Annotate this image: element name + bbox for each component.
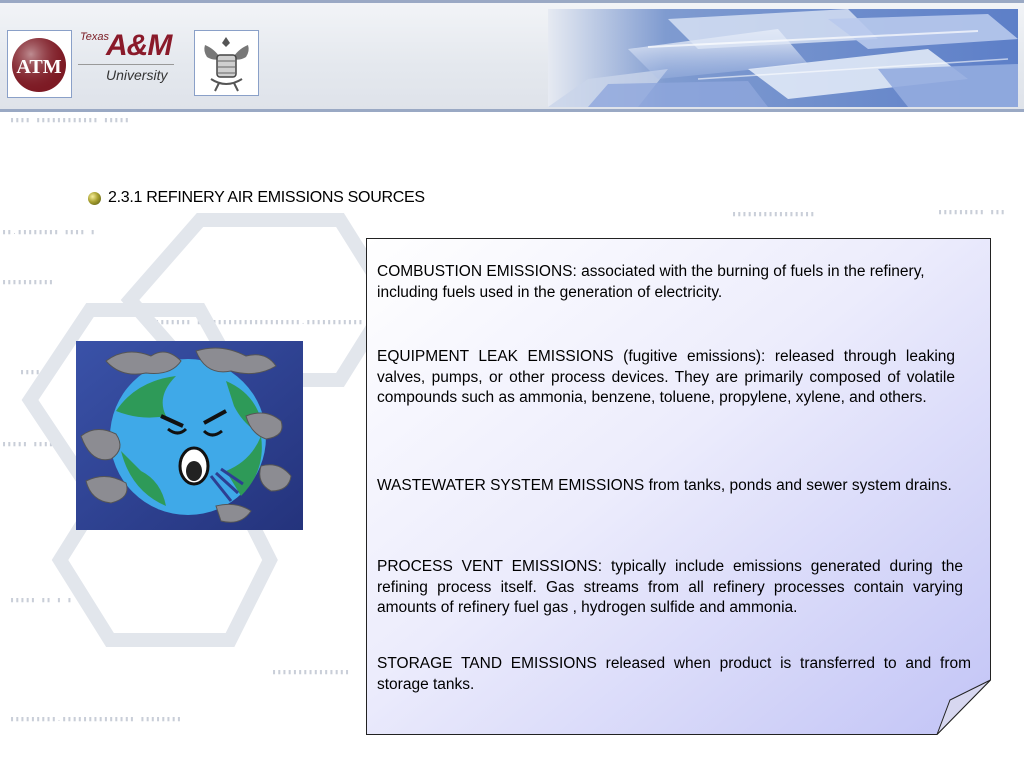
bg-decoration: ▮▮▮▮▮ ▮▮ ▮ ▮ ▮ xyxy=(10,596,84,604)
header-abstract-image xyxy=(548,9,1018,107)
bg-decoration: ▮▮▮▮▮▮▮ xyxy=(20,368,57,376)
bg-decoration: ▮▮▮▮▮▮▮▮▮▮▮▮▮▮▮▮ xyxy=(732,210,816,218)
item-text: from tanks, ponds and sewer system drains. xyxy=(644,477,952,494)
item-text: released when product is transferred to and from storage tanks. xyxy=(377,655,972,693)
bg-decoration: ▮▮▮▮▮▮▮▮▮▮▮▮▮▮▮ xyxy=(272,668,351,676)
item-heading: COMBUSTION EMISSIONS xyxy=(377,263,573,280)
atm-logo-icon xyxy=(7,30,72,98)
bg-decoration: ▮▮▮▮▮▮▮▮▮▮ xyxy=(2,278,55,286)
list-item xyxy=(377,347,955,409)
item-heading: STORAGE TAND EMISSIONS xyxy=(377,655,597,672)
bg-decoration: ▮▮▮▮▮ ▮▮▮▮ ▮ xyxy=(2,440,65,448)
item-heading: EQUIPMENT LEAK EMISSIONS xyxy=(377,348,614,365)
item-heading: PROCESS VENT EMISSIONS xyxy=(377,558,598,575)
bg-decoration: ▮▮▮▮ ▮▮▮▮▮▮▮▮▮▮▮▮ ▮▮▮▮▮ xyxy=(10,116,130,124)
slide-title xyxy=(88,186,425,210)
item-text: : associated with the burning of fuels in the refinery, including fuels used in the generation of electricity. xyxy=(377,263,925,301)
list-item xyxy=(377,262,927,303)
bg-decoration: ▮▮▮▮▮▮▮▮▮ ▮▮▮ xyxy=(938,208,1006,216)
list-item xyxy=(377,557,963,619)
header-banner xyxy=(0,0,1024,112)
logo-university: University xyxy=(106,67,168,83)
sick-earth-icon xyxy=(76,341,303,530)
eagle-seal-icon xyxy=(194,30,259,96)
item-heading: WASTEWATER SYSTEM EMISSIONS xyxy=(377,477,645,494)
logo-am: A&M xyxy=(106,29,172,62)
list-item xyxy=(377,654,971,695)
olive-sphere-bullet-icon xyxy=(88,192,101,205)
list-item xyxy=(377,476,955,497)
item-text: : typically include emissions generated during the refining process itself. Gas streams from all refinery processes contain varying amounts of refinery fuel gas , hydrogen sulfide and ammonia. xyxy=(377,558,963,616)
bg-decoration: ▮▮.▮▮▮▮▮▮▮▮ ▮▮▮▮ ▮ xyxy=(2,228,96,236)
atm-logo-text: ATM xyxy=(16,56,62,78)
logo-texas: Texas xyxy=(80,31,109,43)
logo-divider xyxy=(78,64,174,65)
bg-decoration: ▮▮▮▮▮▮▮▮▮.▮▮▮▮▮▮▮▮▮▮▮▮▮▮ ▮▮▮▮▮▮▮▮ xyxy=(10,715,183,723)
tamu-wordmark xyxy=(78,29,178,89)
bg-decoration: ▮▮▮▮▮▮▮ ▮▮▮▮▮▮▮▮▮▮▮▮▮▮▮▮▮▮▮▮.▮▮▮▮▮▮▮▮▮▮▮ xyxy=(155,318,364,326)
slide-title-text: 2.3.1 REFINERY AIR EMISSIONS SOURCES xyxy=(108,189,425,206)
content-note-box xyxy=(366,238,991,735)
item-text: (fugitive emissions): released through leaking valves, pumps, or other process devices. They are primarily composed of volatile compounds such as ammonia, benzene, toluene, propylene, xylene, and others. xyxy=(377,348,955,406)
